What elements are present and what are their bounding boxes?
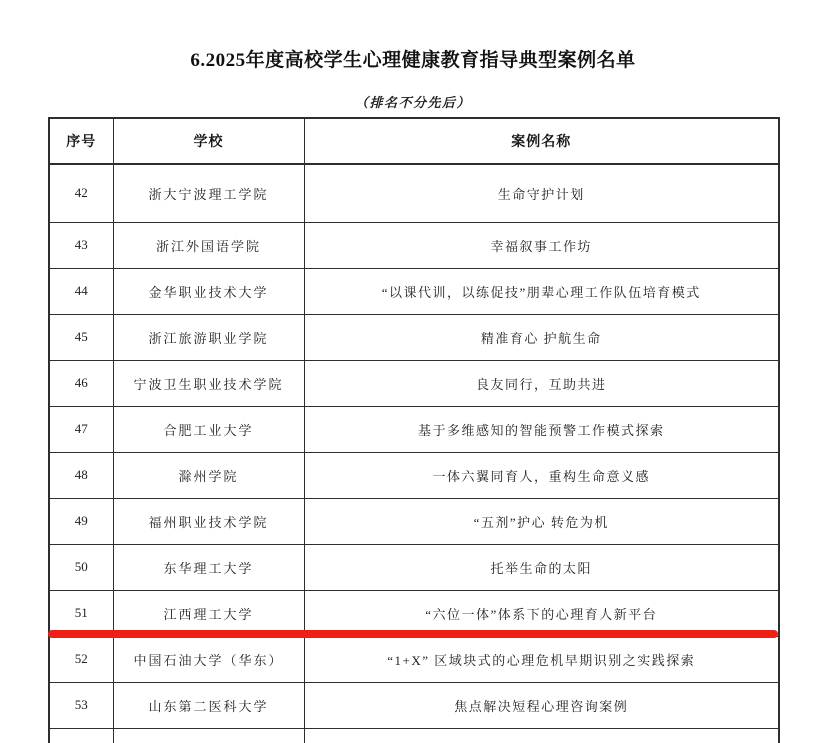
row-no-cell: 46: [49, 360, 113, 406]
case-cell: “六位一体”体系下的心理育人新平台: [304, 590, 779, 636]
table-header-row: [49, 118, 779, 164]
header-no: 序号: [49, 118, 113, 164]
page-subtitle: （排名不分先后）: [354, 95, 471, 110]
school-cell: 滁州学院: [113, 452, 304, 498]
row-no-cell: 53: [49, 682, 113, 728]
school-cell: 浙江外国语学院: [113, 222, 304, 268]
table-row: [49, 360, 779, 406]
case-cell: 一体六翼同育人，重构生命意义感: [304, 452, 779, 498]
case-cell: 焦点解决短程心理咨询案例: [304, 682, 779, 728]
row-no-cell: 43: [49, 222, 113, 268]
table-row: [49, 164, 779, 222]
row-no-cell: 49: [49, 498, 113, 544]
row-no-cell: 45: [49, 314, 113, 360]
school-cell: 浙江旅游职业学院: [113, 314, 304, 360]
school-cell: 浙大宁波理工学院: [113, 164, 304, 222]
case-cell: 精准育心 护航生命: [304, 314, 779, 360]
row-no-cell: 48: [49, 452, 113, 498]
cases-table: [48, 117, 780, 743]
row-no-cell: 44: [49, 268, 113, 314]
row-no-cell: 50: [49, 544, 113, 590]
header-case: 案例名称: [304, 118, 779, 164]
row-no-cell: [49, 728, 113, 743]
page-title: 6.2025年度高校学生心理健康教育指导典型案例名单: [190, 50, 636, 71]
school-cell: 金华职业技术大学: [113, 268, 304, 314]
table-row: [49, 452, 779, 498]
case-cell: “1+X” 区域块式的心理危机早期识别之实践探索: [304, 636, 779, 682]
table-row: [49, 544, 779, 590]
table-row: [49, 498, 779, 544]
school-cell: 东华理工大学: [113, 544, 304, 590]
table-row: [49, 222, 779, 268]
case-cell: “五剂”护心 转危为机: [304, 498, 779, 544]
school-cell: [113, 728, 304, 743]
school-cell: 合肥工业大学: [113, 406, 304, 452]
row-no-cell: 42: [49, 164, 113, 222]
school-cell: 江西理工大学: [113, 590, 304, 636]
case-cell: [304, 728, 779, 743]
school-cell: 宁波卫生职业技术学院: [113, 360, 304, 406]
table-row: [49, 314, 779, 360]
row-no-cell: 47: [49, 406, 113, 452]
table-row: [49, 636, 779, 682]
highlight-underline: [48, 630, 778, 638]
table-row: [49, 268, 779, 314]
school-cell: 中国石油大学（华东）: [113, 636, 304, 682]
school-cell: 福州职业技术学院: [113, 498, 304, 544]
table-row: [49, 406, 779, 452]
case-cell: 基于多维感知的智能预警工作模式探索: [304, 406, 779, 452]
row-no-cell: 52: [49, 636, 113, 682]
school-cell: 山东第二医科大学: [113, 682, 304, 728]
case-cell: 托举生命的太阳: [304, 544, 779, 590]
case-cell: 幸福叙事工作坊: [304, 222, 779, 268]
case-cell: 生命守护计划: [304, 164, 779, 222]
table-row-partial: [49, 728, 779, 743]
table-row: [49, 682, 779, 728]
case-cell: “以课代训，以练促技”朋辈心理工作队伍培育模式: [304, 268, 779, 314]
header-school: 学校: [113, 118, 304, 164]
row-no-cell: 51: [49, 590, 113, 636]
case-cell: 良友同行，互助共进: [304, 360, 779, 406]
